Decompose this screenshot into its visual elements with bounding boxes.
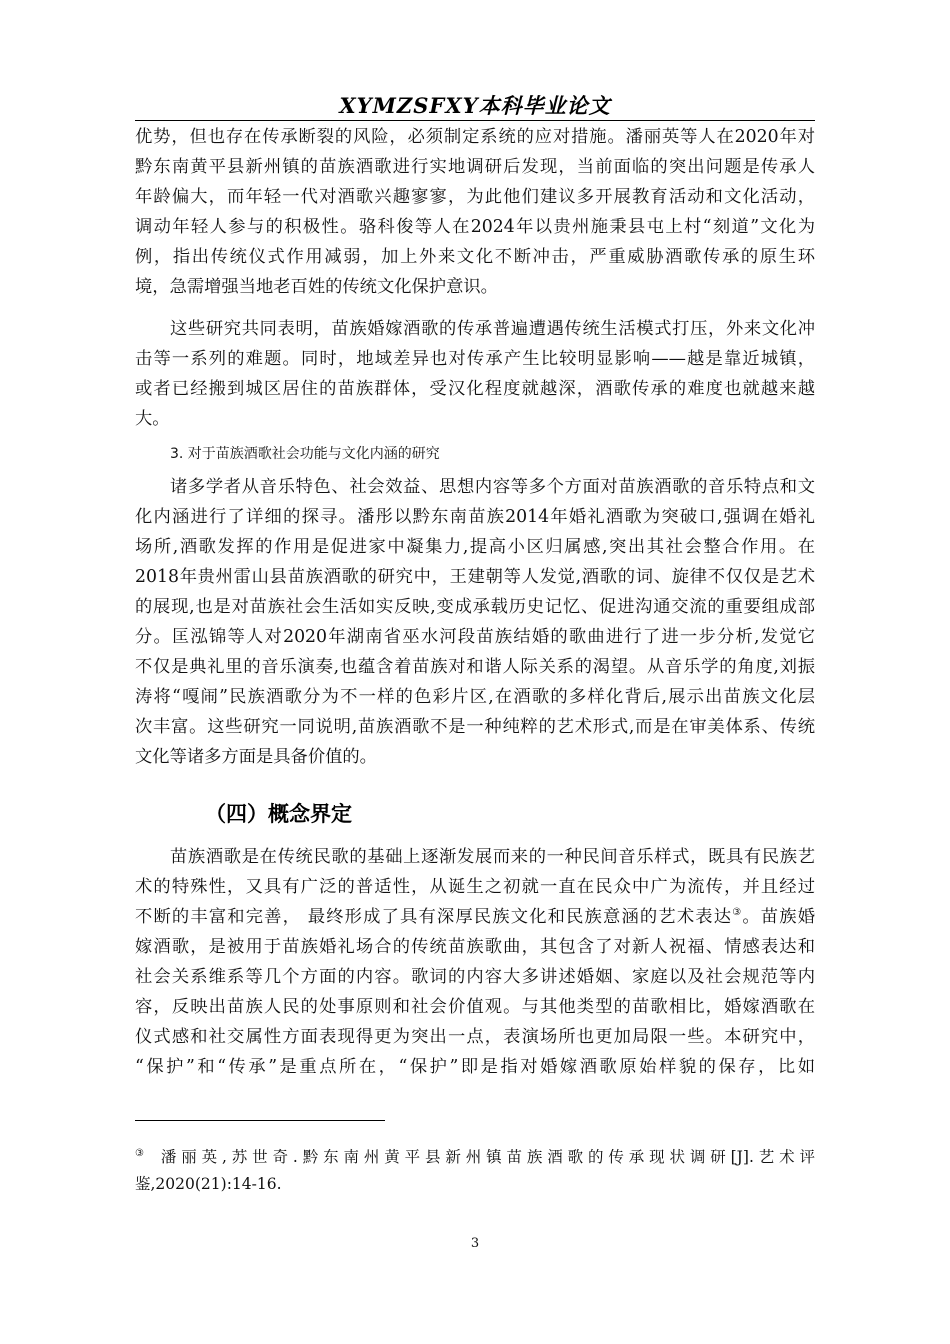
text-line: 容，反映出苗族人民的处事原则和社会价值观。与其他类型的苗歌相比，婚嫁酒歌在 [135,997,815,1017]
text-segment: 不断的丰富和完善， 最终形成了具有深厚民族文化和民族意涵的艺术表达 [135,907,733,927]
text-line: 调动年轻人参与的积极性。骆科俊等人在2024年以贵州施秉县屯上村“刻道”文化为 [135,217,815,237]
running-header: XYMZSFXY本科毕业论文 [339,93,611,118]
text-line: 大。 [135,409,170,429]
subsection-heading: 3. 对于苗族酒歌社会功能与文化内涵的研究 [170,446,440,462]
text-line [135,902,815,932]
text-line: 嫁酒歌，是被用于苗族婚礼场合的传统苗族歌曲，其包含了对新人祝福、情感表达和 [135,937,815,957]
text-line: 年龄偏大，而年轻一代对酒歌兴趣寥寥，为此他们建议多开展教育活动和文化活动， [135,187,815,207]
text-line: “保护”和“传承”是重点所在，“保护”即是指对婚嫁酒歌原始样貌的保存，比如 [135,1057,815,1077]
footnote-mark: ③ [135,1148,149,1159]
text-line: 击等一系列的难题。同时，地域差异也对传承产生比较明显影响——越是靠近城镇， [135,349,815,369]
paragraph-continuation [135,122,815,302]
text-line: 场所,酒歌发挥的作用是促进家中凝集力,提高小区归属感,突出其社会整合作用。在 [135,537,815,557]
footnote-line: 鉴,2020(21):14-16. [135,1175,282,1194]
text-line: 的展现,也是对苗族社会生活如实反映,变成承载历史记忆、促进沟通交流的重要组成部 [135,597,815,617]
header-rule [135,120,815,121]
text-line: 不仅是典礼里的音乐演奏,也蕴含着苗族对和谐人际关系的渴望。从音乐学的角度,刘振 [135,657,815,677]
footnote-separator [135,1120,385,1121]
text-line: 这些研究共同表明，苗族婚嫁酒歌的传承普遍遭遇传统生活模式打压，外来文化冲 [170,319,815,339]
paragraph-research [135,472,815,772]
text-line: 2018年贵州雷山县苗族酒歌的研究中，王建朝等人发觉,酒歌的词、旋律不仅仅是艺术 [135,567,815,587]
text-line: 例，指出传统仪式作用减弱，加上外来文化不断冲击，严重威胁酒歌传承的原生环 [135,247,815,267]
section-heading: （四）概念界定 [205,802,352,826]
text-line: 诸多学者从音乐特色、社会效益、思想内容等多个方面对苗族酒歌的音乐特点和文 [170,477,815,497]
footnote-text: 潘丽英,苏世奇.黔东南州黄平县新州镇苗族酒歌的传承现状调研[J].艺术评 [160,1148,815,1167]
text-line: 或者已经搬到城区居住的苗族群体，受汉化程度就越深，酒歌传承的难度也就越来越 [135,379,815,399]
footnote [135,1140,815,1198]
footnote-line [135,1140,815,1171]
paragraph-definition [135,842,815,1082]
page-number: 3 [470,1236,480,1251]
text-line: 黔东南黄平县新州镇的苗族酒歌进行实地调研后发现，当前面临的突出问题是传承人 [135,157,815,177]
text-segment: 。苗族婚 [742,907,815,927]
text-line: 苗族酒歌是在传统民歌的基础上逐渐发展而来的一种民间音乐样式，既具有民族艺 [170,847,815,867]
text-line: 次丰富。这些研究一同说明,苗族酒歌不是一种纯粹的艺术形式,而是在审美体系、传统 [135,717,815,737]
text-line: 涛将“嘎闹”民族酒歌分为不一样的色彩片区,在酒歌的多样化背后,展示出苗族文化层 [135,687,815,707]
text-line: 社会关系维系等几个方面的内容。歌词的内容大多讲述婚姻、家庭以及社会规范等内 [135,967,815,987]
text-line: 境，急需增强当地老百姓的传统文化保护意识。 [135,277,498,297]
text-line: 化内涵进行了详细的探寻。潘彤以黔东南苗族2014年婚礼酒歌为突破口,强调在婚礼 [135,507,815,527]
text-line: 术的特殊性，又具有广泛的普适性，从诞生之初就一直在民众中广为流传，并且经过 [135,877,815,897]
text-line: 优势，但也存在传承断裂的风险，必须制定系统的应对措施。潘丽英等人在2020年对 [135,127,815,147]
text-line: 仪式感和社交属性方面表现得更为突出一点，表演场所也更加局限一些。本研究中， [135,1027,815,1047]
text-line: 分。匡泓锦等人对2020年湖南省巫水河段苗族结婚的歌曲进行了进一步分析,发觉它 [135,627,815,647]
text-line: 文化等诸多方面是具备价值的。 [135,747,377,767]
paragraph-summary [135,314,815,434]
footnote-reference[interactable]: ③ [732,907,743,919]
